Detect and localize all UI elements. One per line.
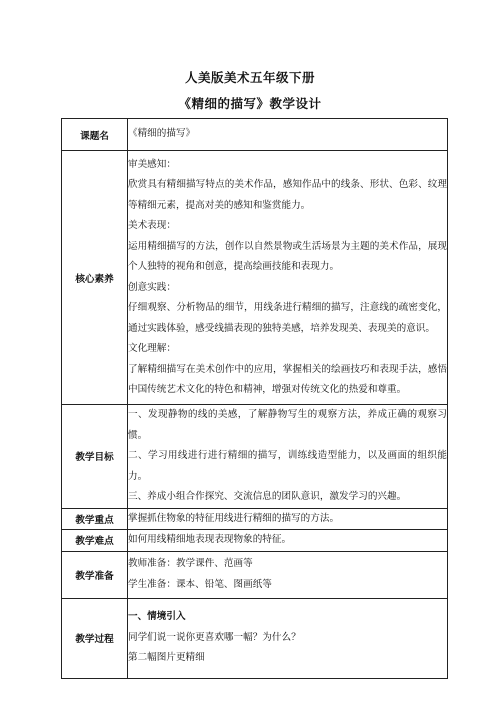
literacy-line: 欣赏具有精细描写特点的美术作品，感知作品中的线条、形状、色彩、纹理等精细元素，提高对美的感知和鉴赏能力。 (128, 179, 447, 211)
lesson-plan-table (61, 118, 448, 679)
preparation-line: 教师准备：教学课件、范画等 (128, 558, 253, 569)
value-preparation (128, 551, 448, 598)
goal-line: 二、学习用线进行进行精细的描写，训练线造型能力，以及画面的组织能力。 (128, 450, 447, 482)
process-line: 第二幅图片更精细 (128, 652, 205, 664)
label-goals: 教学目标 (62, 405, 128, 509)
literacy-line: 文化理解： (128, 343, 176, 354)
document-title: 人美版美术五年级下册 (184, 70, 315, 85)
value-literacy (128, 151, 448, 405)
value-key-point (128, 508, 448, 530)
literacy-line: 仔细观察、分析物品的细节，用线条进行精细的描写，注意线的疏密变化，通过实践体验，感受线描表现的独特美感，培养发现美、表现美的意识。 (128, 302, 447, 334)
value-difficulty (128, 530, 448, 552)
row-process (62, 598, 448, 678)
difficulty-text: 如何用线精细地表现表现物象的特征。 (128, 534, 292, 545)
goal-line: 一、发现静物的线的美感，了解静物写生的观察方法，养成正确的观察习惯。 (128, 409, 447, 441)
process-line: 同学们说一说你更喜欢哪一幅？为什么？ (128, 631, 301, 643)
row-key-point (62, 508, 448, 530)
document-subtitle: 《精细的描写》教学设计 (178, 96, 322, 111)
label-process: 教学过程 (62, 598, 128, 678)
label-preparation: 教学准备 (62, 551, 128, 598)
label-literacy: 核心素养 (62, 151, 128, 405)
literacy-line: 美术表现： (128, 220, 176, 231)
literacy-line: 运用精细描写的方法，创作以自然景物或生活场景为主题的美术作品，展现个人独特的视角和创意，提高绘画技能和表现力。 (128, 240, 447, 272)
row-preparation (62, 551, 448, 598)
topic-text: 《精细的描写》 (128, 128, 196, 140)
process-heading: 一、情境引入 (128, 611, 186, 623)
label-topic: 课题名 (62, 119, 128, 151)
label-key-point: 教学重点 (62, 508, 128, 530)
label-difficulty: 教学难点 (62, 530, 128, 552)
literacy-line: 了解精细描写在美术创作中的应用，掌握相关的绘画技巧和表现手法，感悟中国传统艺术文化的特色和精神，增强对传统文化的热爱和尊重。 (128, 363, 447, 395)
row-topic (62, 119, 448, 151)
row-literacy (62, 151, 448, 405)
row-difficulty (62, 530, 448, 552)
key-point-text: 掌握抓住物象的特征用线进行精细的描写的方法。 (128, 512, 340, 524)
literacy-line: 审美感知： (128, 158, 176, 170)
value-goals (128, 405, 448, 509)
value-topic (128, 119, 448, 151)
preparation-line: 学生准备：课本、铅笔、图画纸等 (128, 578, 272, 590)
literacy-line: 创意实践： (128, 281, 176, 293)
goal-line: 三、养成小组合作探究、交流信息的团队意识，激发学习的兴趣。 (128, 491, 407, 502)
value-process (128, 598, 448, 678)
row-goals (62, 405, 448, 509)
